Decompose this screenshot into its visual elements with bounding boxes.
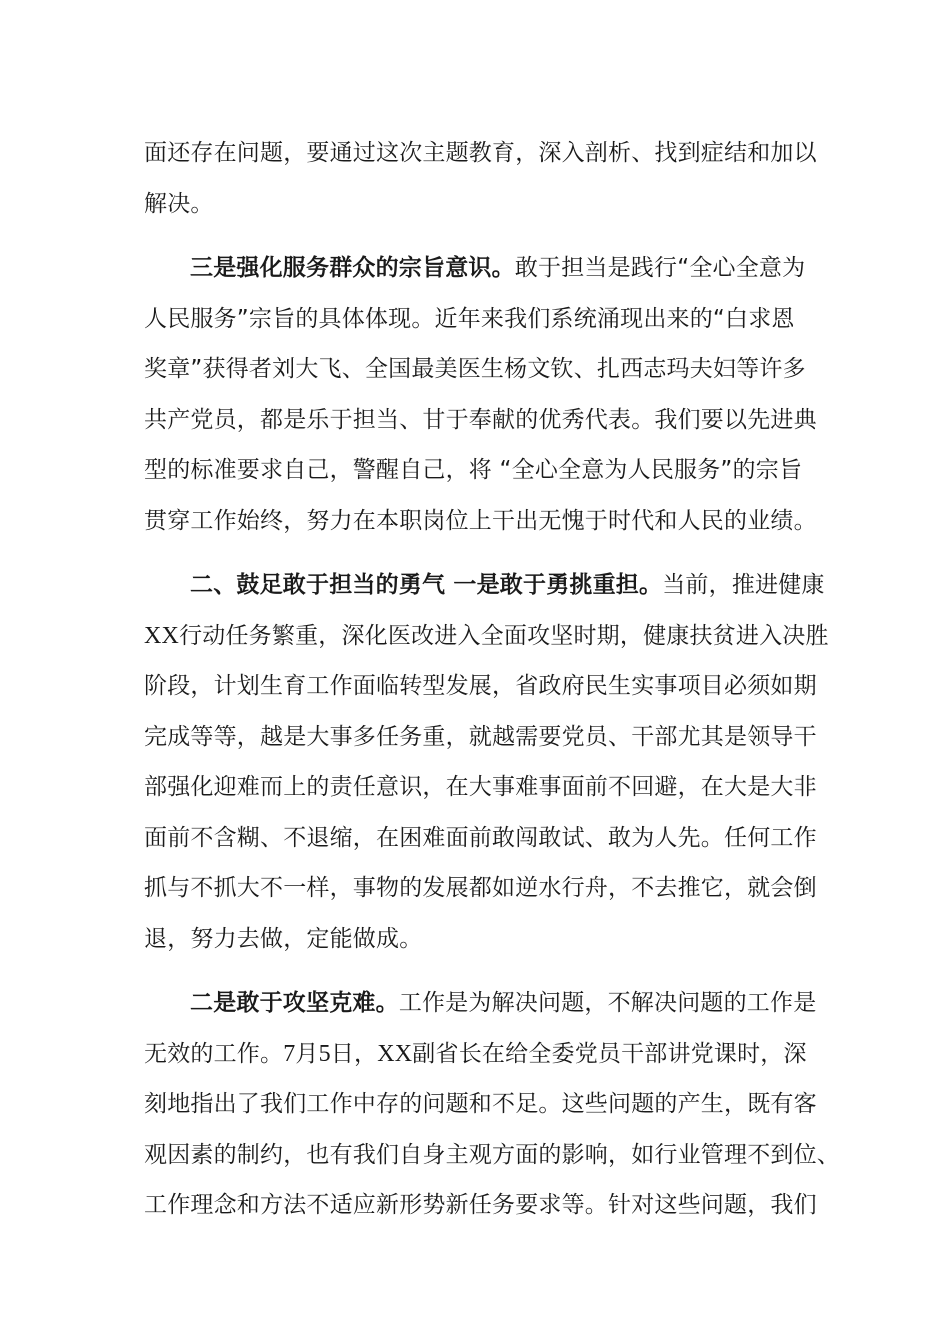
text-line: 面还存在问题，要通过这次主题教育，深入剖析、找到症结和加以 [144,140,817,166]
text-line: 工作理念和方法不适应新形势新任务要求等。针对这些问题，我们 [144,1192,817,1218]
text-line: 面前不含糊、不退缩，在困难面前敢闯敢试、敢为人先。任何工作 [144,824,817,851]
date-number: 7 [283,1040,296,1067]
text-run: 副省长在给全委党员干部讲党课时，深 [412,1040,807,1067]
text-line [144,560,825,611]
date-number: 5 [318,1040,331,1067]
document-body [144,128,840,1231]
text-run: 当前，推进健康 [662,572,825,598]
section-heading: 二、鼓足敢于担当的勇气 一是敢于勇挑重担。 [190,572,663,598]
paragraph-gap [144,229,810,243]
text-line [144,1029,810,1080]
text-line: 共产党员，都是乐于担当、甘于奉献的优秀代表。我们要以先进典 [144,406,817,433]
text-line: 部强化迎难而上的责任意识，在大事难事面前不回避，在大是大非 [144,774,817,800]
paragraph-heading: 三是强化服务群众的宗旨意识。 [190,255,515,281]
text-line: 抓与不抓大不一样，事物的发展都如逆水行舟，不去推它，就会倒 [144,875,817,901]
text-line [144,243,810,294]
placeholder-text: XX [144,622,180,649]
text-run: 无效的工作。 [144,1040,284,1067]
text-run: 行动任务繁重，深化医改进入全面攻坚时期，健康扶贫进入决胜 [179,622,829,649]
placeholder-text: XX [377,1040,413,1067]
text-run: 月 [295,1040,319,1067]
text-line: 刻地指出了我们工作中存的问题和不足。这些问题的产生，既有客 [144,1091,817,1117]
text-line: 退，努力去做，定能做成。 [144,925,423,952]
text-run: 日， [330,1040,378,1067]
paragraph-gap [144,964,810,978]
text-line: 完成等等，越是大事多任务重，就越需要党员、干部尤其是领导干 [144,723,817,750]
text-run: 敢于担当是践行“全心全意为 [514,255,806,281]
text-line: 解决。 [144,190,214,217]
text-line: 观因素的制约，也有我们自身主观方面的影响，如行业管理不到位、 [144,1141,840,1168]
text-line: 型的标准要求自己，警醒自己，将 “全心全意为人民服务”的宗旨 [144,457,803,483]
text-line: 奖章”获得者刘大飞、全国最美医生杨文钦、扎西志玛夫妇等许多 [144,356,806,382]
text-run: 工作是为解决问题，不解决问题的工作是 [398,990,817,1016]
text-line [144,611,829,662]
paragraph-heading: 二是敢于攻坚克难。 [190,990,399,1016]
paragraph-gap [144,546,810,560]
text-line [144,978,817,1029]
text-line: 阶段，计划生育工作面临转型发展，省政府民生实事项目必须如期 [144,673,817,699]
text-line: 人民服务”宗旨的具体体现。近年来我们系统涌现出来的“白求恩 [144,305,795,332]
text-line: 贯穿工作始终，努力在本职岗位上干出无愧于时代和人民的业绩。 [144,507,817,534]
